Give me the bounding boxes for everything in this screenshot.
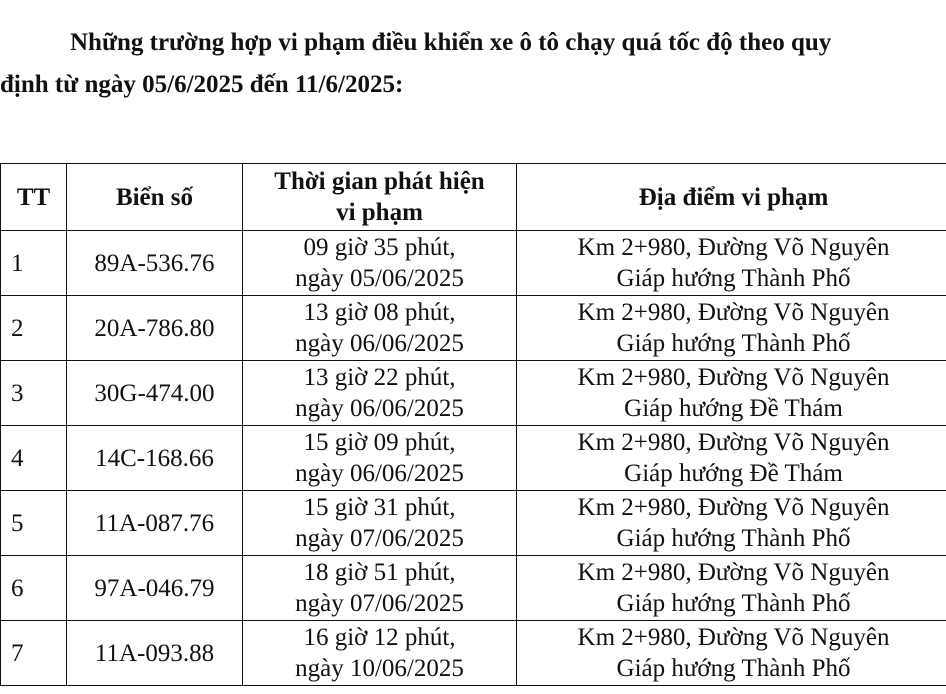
cell-place-line-2: Giáp hướng Thành Phố: [616, 590, 851, 617]
intro-line-1: Những trường hợp vi phạm điều khiển xe ô tô chạy quá tốc độ theo quy: [70, 29, 832, 56]
header-time-line-2: vi phạm: [336, 199, 423, 226]
cell-time: [243, 491, 517, 556]
cell-time-line-2: ngày 07/06/2025: [295, 590, 464, 617]
cell-place-line-2: Giáp hướng Đề Thám: [624, 460, 843, 487]
cell-time: [243, 426, 517, 491]
table-row: [1, 621, 946, 686]
table-row: [1, 361, 946, 426]
cell-place-line-2: Giáp hướng Thành Phố: [616, 330, 851, 357]
cell-place: [517, 296, 946, 361]
cell-plate: 14C-168.66: [67, 426, 243, 491]
cell-time-line-2: ngày 05/06/2025: [295, 265, 464, 292]
cell-time-line-2: ngày 06/06/2025: [295, 330, 464, 357]
violations-table: [0, 163, 946, 686]
table-header: [1, 164, 946, 231]
cell-time: [243, 556, 517, 621]
table-row: [1, 426, 946, 491]
cell-tt: 5: [1, 491, 67, 556]
cell-plate: 11A-093.88: [67, 621, 243, 686]
cell-tt: 2: [1, 296, 67, 361]
cell-tt: 1: [1, 231, 67, 296]
cell-place-line-1: Km 2+980, Đường Võ Nguyên: [577, 364, 890, 391]
cell-place-line-1: Km 2+980, Đường Võ Nguyên: [577, 494, 890, 521]
cell-time-line-2: ngày 07/06/2025: [295, 525, 464, 552]
cell-plate: 97A-046.79: [67, 556, 243, 621]
cell-place-line-1: Km 2+980, Đường Võ Nguyên: [577, 429, 890, 456]
cell-plate: 11A-087.76: [67, 491, 243, 556]
header-time-line-1: Thời gian phát hiện: [274, 168, 485, 195]
cell-time-line-1: 15 giờ 31 phút,: [303, 494, 456, 521]
table-row: [1, 296, 946, 361]
cell-place-line-1: Km 2+980, Đường Võ Nguyên: [577, 559, 890, 586]
cell-place: [517, 621, 946, 686]
cell-time-line-2: ngày 10/06/2025: [295, 655, 464, 682]
header-time: [243, 164, 517, 231]
cell-place: [517, 361, 946, 426]
cell-time-line-1: 13 giờ 22 phút,: [303, 364, 456, 391]
table-body: [1, 231, 946, 686]
cell-place-line-2: Giáp hướng Thành Phố: [616, 655, 851, 682]
header-row: [1, 164, 946, 231]
table-row: [1, 491, 946, 556]
header-place: Địa điểm vi phạm: [517, 164, 946, 231]
cell-plate: 89A-536.76: [67, 231, 243, 296]
cell-time: [243, 361, 517, 426]
cell-time-line-2: ngày 06/06/2025: [295, 460, 464, 487]
cell-place: [517, 231, 946, 296]
cell-place: [517, 556, 946, 621]
cell-tt: 6: [1, 556, 67, 621]
cell-time-line-1: 18 giờ 51 phút,: [303, 559, 456, 586]
cell-tt: 3: [1, 361, 67, 426]
cell-time-line-1: 16 giờ 12 phút,: [303, 624, 456, 651]
intro-line-2: định từ ngày 05/6/2025 đến 11/6/2025:: [0, 71, 404, 98]
cell-time-line-2: ngày 06/06/2025: [295, 395, 464, 422]
cell-place-line-2: Giáp hướng Thành Phố: [616, 265, 851, 292]
header-plate: Biển số: [67, 164, 243, 231]
cell-place-line-2: Giáp hướng Thành Phố: [616, 525, 851, 552]
cell-time-line-1: 09 giờ 35 phút,: [303, 234, 456, 261]
cell-tt: 4: [1, 426, 67, 491]
table-row: [1, 231, 946, 296]
cell-time: [243, 296, 517, 361]
cell-place-line-1: Km 2+980, Đường Võ Nguyên: [577, 624, 890, 651]
table-row: [1, 556, 946, 621]
cell-time-line-1: 13 giờ 08 phút,: [303, 299, 456, 326]
cell-place: [517, 426, 946, 491]
cell-time: [243, 621, 517, 686]
cell-place-line-2: Giáp hướng Đề Thám: [624, 395, 843, 422]
cell-plate: 30G-474.00: [67, 361, 243, 426]
intro-paragraph: [0, 22, 946, 106]
cell-place-line-1: Km 2+980, Đường Võ Nguyên: [577, 234, 890, 261]
cell-tt: 7: [1, 621, 67, 686]
cell-place: [517, 491, 946, 556]
cell-time-line-1: 15 giờ 09 phút,: [303, 429, 456, 456]
cell-place-line-1: Km 2+980, Đường Võ Nguyên: [577, 299, 890, 326]
cell-time: [243, 231, 517, 296]
cell-plate: 20A-786.80: [67, 296, 243, 361]
header-tt: TT: [1, 164, 67, 231]
